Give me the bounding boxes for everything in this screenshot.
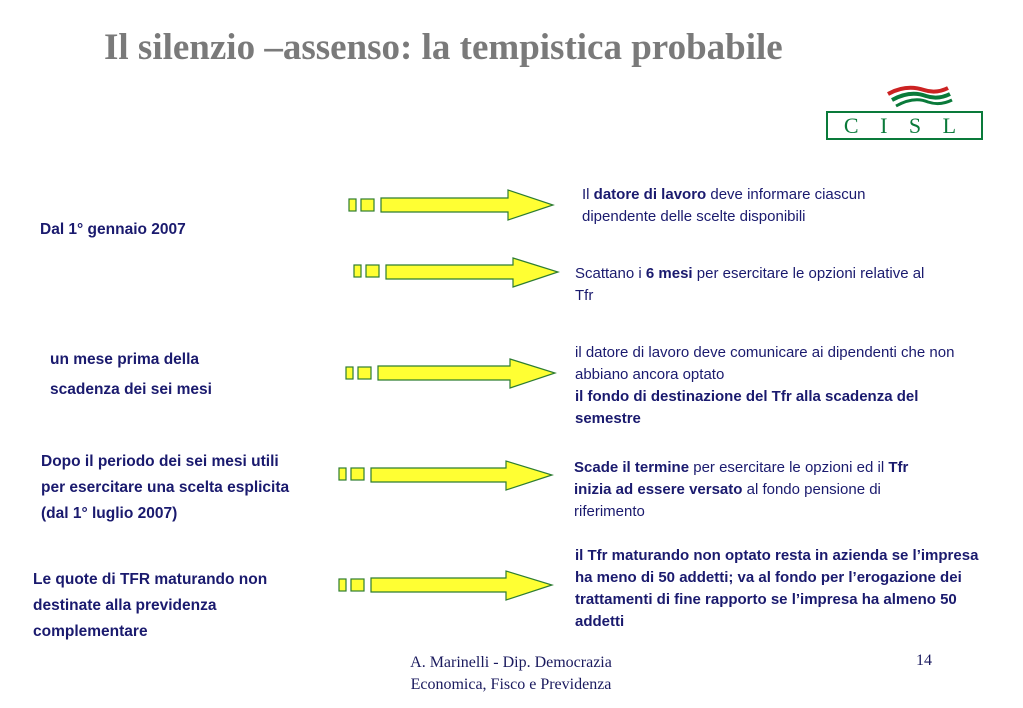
text-datore-informare: Il datore di lavoro deve informare ciascun dipendente delle scelte disponibili	[582, 186, 866, 225]
arrow-2	[353, 257, 563, 293]
label-quote-tfr: Le quote di TFR maturando non destinate alla previdenza complementare	[33, 571, 268, 640]
cisl-logo	[826, 80, 984, 142]
text-scade-termine: Scade il termine per esercitare le opzioni ed il Tfr inizia ad essere versato al fondo pensione di riferimento	[574, 459, 909, 520]
label-dopo-periodo: Dopo il periodo dei sei mesi utili per esercitare una scelta esplicita (dal 1° luglio 2007)	[41, 453, 290, 522]
text-sei-mesi: Scattano i 6 mesi per esercitare le opzioni relative al Tfr	[575, 265, 925, 304]
text-comunicare-fondo: il datore di lavoro deve comunicare ai dipendenti che non abbiano ancora optato il fondo di destinazione del Tfr alla scadenza del semestre	[575, 344, 955, 427]
arrow-1	[348, 188, 558, 224]
arrow-5	[338, 567, 558, 603]
footer-author: A. Marinelli - Dip. Democrazia Economica, Fisco e Previdenza	[410, 654, 612, 693]
label-mese-prima: un mese prima della scadenza dei sei mesi	[50, 351, 212, 398]
page-number: 14	[916, 652, 932, 669]
arrow-4	[338, 459, 558, 495]
slide-title: Il silenzio –assenso: la tempistica probabile	[104, 27, 783, 68]
text-tfr-maturando: il Tfr maturando non optato resta in azienda se l’impresa ha meno di 50 addetti; va al fondo per l’erogazione dei trattamenti di fine rapporto se l’impresa ha almeno 50 addetti	[575, 547, 979, 630]
arrow-3	[345, 358, 560, 394]
svg-text:C I S L: C I S L	[843, 113, 965, 138]
label-dal-gennaio: Dal 1° gennaio 2007	[40, 221, 186, 238]
